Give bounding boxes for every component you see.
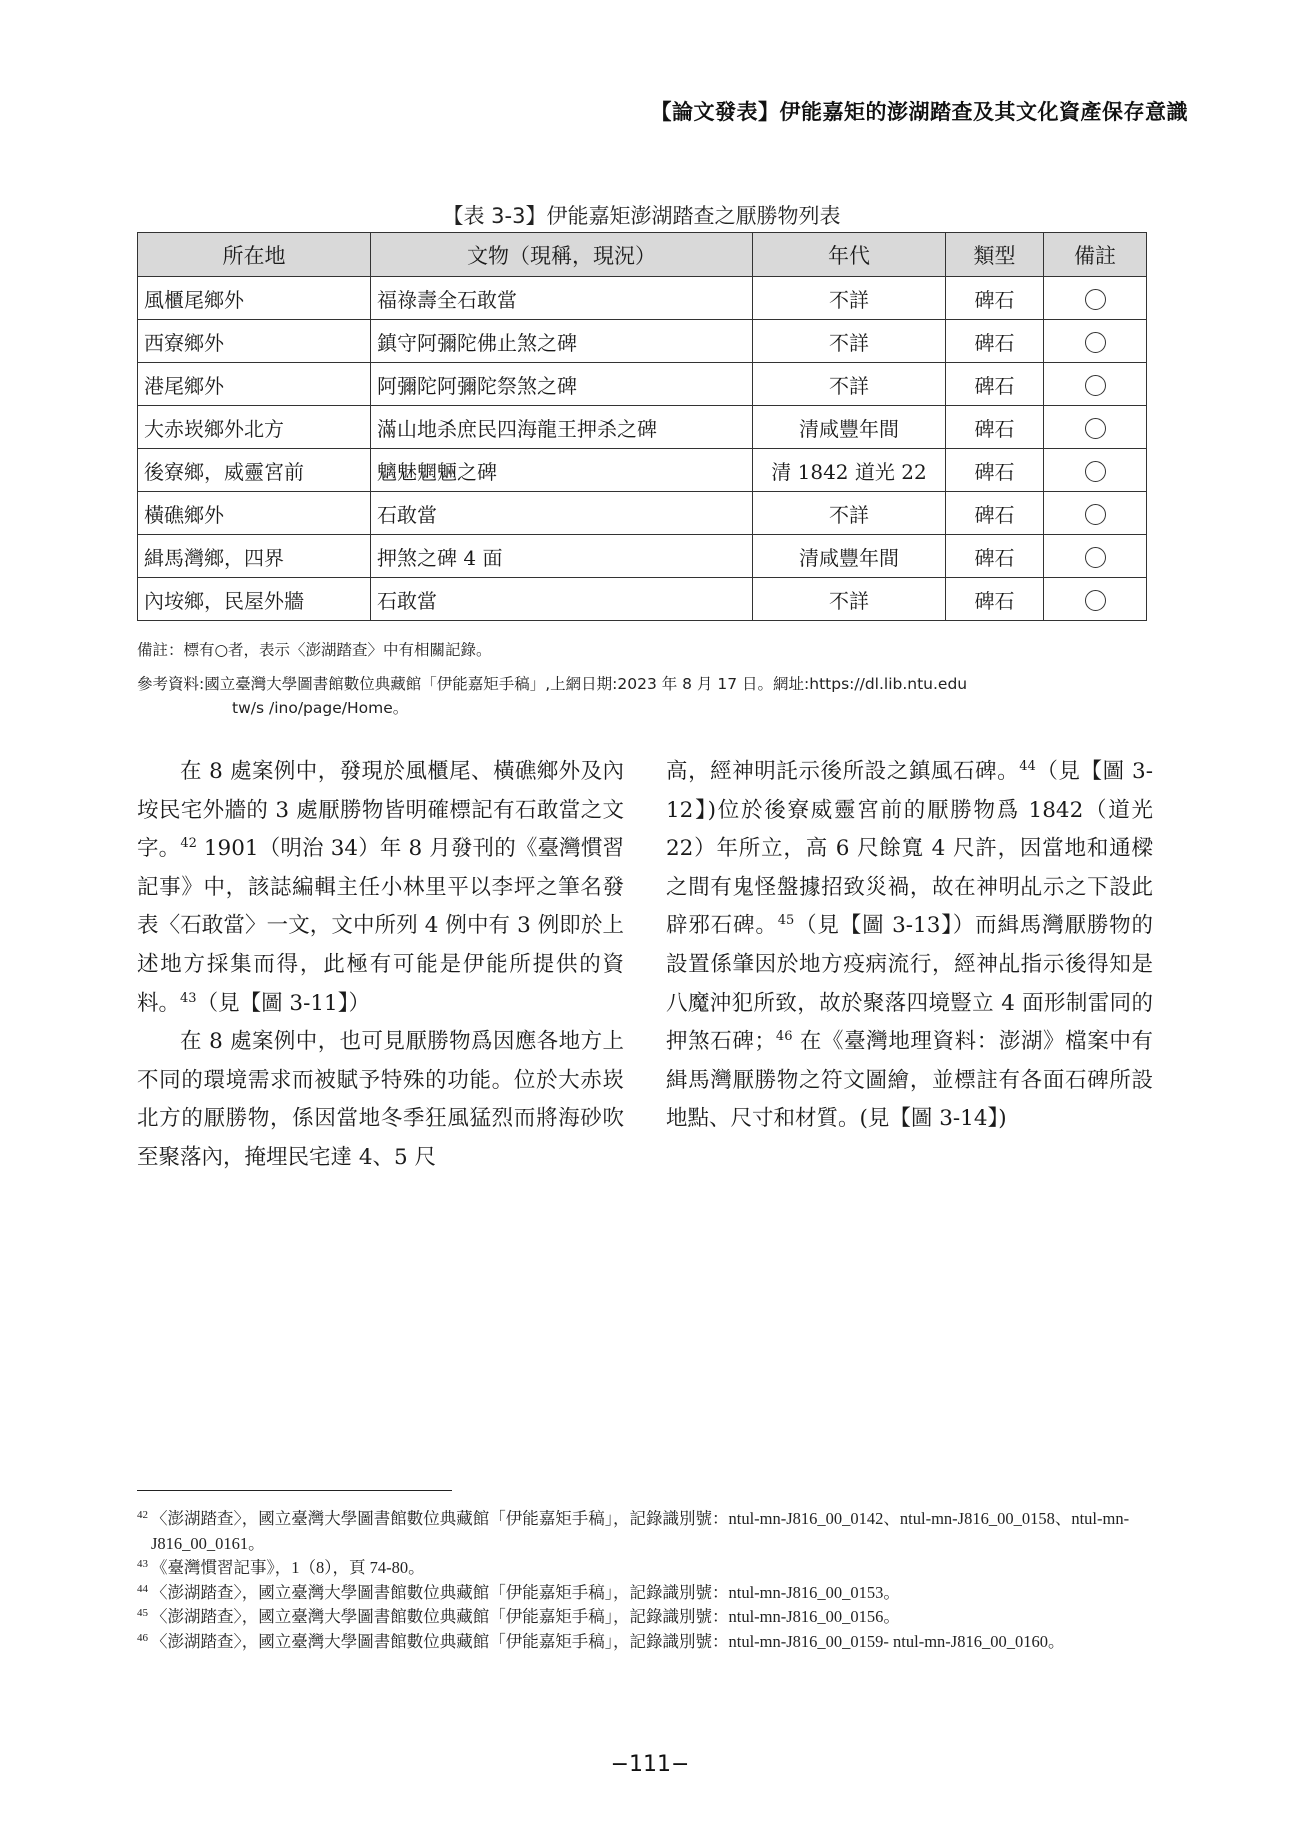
table-row: [138, 277, 1147, 320]
body-column-left: [137, 753, 624, 1178]
footnote-ref: 45: [777, 913, 795, 929]
circle-mark-icon: [1085, 418, 1106, 439]
page-number: −111−: [610, 1752, 690, 1777]
table-note: 備註：標有○者，表示〈澎湖踏查〉中有相關記錄。: [137, 641, 492, 659]
cell-type: 碑石: [946, 320, 1044, 363]
cell-remarks: [1044, 363, 1147, 406]
header-remarks: 備註: [1044, 233, 1147, 277]
cell-remarks: [1044, 578, 1147, 621]
cell-type: 碑石: [946, 406, 1044, 449]
cell-artifact: 魑魅魍魎之碑: [371, 449, 753, 492]
footnote-text: 〈澎湖踏查〉，國立臺灣大學圖書館數位典藏館「伊能嘉矩手稿」，記錄識別號：ntul-mn-J816_00_0153。: [151, 1582, 900, 1602]
cell-era: 不詳: [753, 578, 946, 621]
cell-remarks: [1044, 406, 1147, 449]
footnote-number: 46: [137, 1631, 148, 1644]
paragraph-text: 在 8 處案例中，也可見厭勝物爲因應各地方上不同的環境需求而被賦予特殊的功能。位於大赤崁北方的厭勝物，係因當地冬季狂風猛烈而將海砂吹至聚落內，掩埋民宅達 4、5 尺: [137, 1029, 624, 1170]
table-source-line1: 參考資料:國立臺灣大學圖書館數位典藏館「伊能嘉矩手稿」,上網日期:2023 年 8 月 17 日。網址:https://dl.lib.ntu.edu: [137, 675, 968, 693]
footnote-text: 《臺灣慣習記事》，1（8），頁 74-80。: [151, 1558, 425, 1577]
cell-location: 大赤崁鄉外北方: [138, 406, 371, 449]
footnote-ref: 44: [1019, 758, 1036, 774]
cell-artifact: 石敢當: [371, 578, 753, 621]
footnote: [137, 1605, 1157, 1630]
footnote-text: 〈澎湖踏查〉，國立臺灣大學圖書館數位典藏館「伊能嘉矩手稿」，記錄識別號：ntul-mn-J816_00_0142、ntul-mn-J816_00_0158、ntul-mn-J816_00_0161。: [151, 1509, 1130, 1553]
footnote-number: 44: [137, 1582, 148, 1595]
cell-type: 碑石: [946, 535, 1044, 578]
footnote: [137, 1556, 1157, 1581]
cell-artifact: 滿山地杀庶民四海龍王押杀之碑: [371, 406, 753, 449]
circle-mark-icon: [1085, 504, 1106, 525]
cell-location: 後寮鄉，威靈宮前: [138, 449, 371, 492]
footnote-number: 42: [137, 1509, 148, 1521]
cell-artifact: 押煞之碑 4 面: [371, 535, 753, 578]
table-row: [138, 449, 1147, 492]
cell-artifact: 石敢當: [371, 492, 753, 535]
cell-era: 不詳: [753, 363, 946, 406]
circle-mark-icon: [1085, 289, 1106, 310]
paragraph: [666, 753, 1153, 1139]
running-head: 【論文發表】伊能嘉矩的澎湖踏查及其文化資產保存意識: [650, 100, 1188, 124]
footnote: [137, 1507, 1157, 1556]
cell-era: 清咸豐年間: [753, 535, 946, 578]
header-type: 類型: [946, 233, 1044, 277]
cell-location: 西寮鄉外: [138, 320, 371, 363]
body-column-right: [666, 753, 1153, 1139]
footnote: [137, 1630, 1157, 1655]
header-location: 所在地: [138, 233, 371, 277]
cell-location: 內垵鄉，民屋外牆: [138, 578, 371, 621]
footnote-divider: [137, 1490, 452, 1491]
table-caption: 【表 3-3】伊能嘉矩澎湖踏查之厭勝物列表: [442, 204, 841, 228]
cell-era: 不詳: [753, 492, 946, 535]
paragraph: [137, 1023, 624, 1177]
cell-era: 不詳: [753, 277, 946, 320]
table-row: [138, 320, 1147, 363]
paragraph-text: （見【圖 3-13】）而緝馬灣厭勝物的設置係肇因於地方疫病流行，經神乩指示後得知是八魔沖犯所致，故於聚落四境豎立 4 面形制雷同的押煞石碑；: [666, 913, 1153, 1055]
table-row: [138, 492, 1147, 535]
cell-type: 碑石: [946, 363, 1044, 406]
table-row: [138, 535, 1147, 578]
footnote-ref: 46: [775, 1029, 793, 1044]
circle-mark-icon: [1085, 547, 1106, 568]
footnote-ref: 43: [180, 990, 197, 1006]
cell-artifact: 阿彌陀阿彌陀祭煞之碑: [371, 363, 753, 406]
cell-type: 碑石: [946, 277, 1044, 320]
cell-artifact: 福祿壽全石敢當: [371, 277, 753, 320]
footnote-text: 〈澎湖踏查〉，國立臺灣大學圖書館數位典藏館「伊能嘉矩手稿」，記錄識別號：ntul-mn-J816_00_0159- ntul-mn-J816_00_0160。: [151, 1631, 1065, 1651]
footnote-ref: 42: [180, 836, 197, 852]
cell-location: 橫礁鄉外: [138, 492, 371, 535]
circle-mark-icon: [1085, 461, 1106, 482]
cell-remarks: [1044, 449, 1147, 492]
table-row: [138, 363, 1147, 406]
paragraph-text: 在 8 處案例中，發現於風櫃尾、橫礁鄉外及內垵民宅外牆的 3 處厭勝物皆明確標記有石敢當之文字。: [137, 759, 624, 862]
table-row: [138, 406, 1147, 449]
cell-type: 碑石: [946, 449, 1044, 492]
table-source-line2: tw/s /ino/page/Home。: [232, 699, 409, 717]
circle-mark-icon: [1085, 375, 1106, 396]
header-artifact: 文物（現稱，現況）: [371, 233, 753, 277]
table-header-row: [138, 233, 1147, 277]
cell-era: 清 1842 道光 22: [753, 449, 946, 492]
cell-era: 不詳: [753, 320, 946, 363]
paragraph-text: 在《臺灣地理資料：澎湖》檔案中有緝馬灣厭勝物之符文圖繪，並標註有各面石碑所設地點、尺寸和材質。(見【圖 3-14】): [666, 1029, 1153, 1132]
paragraph: [137, 753, 624, 1023]
paragraph-text: （見【圖 3-11】）: [196, 990, 370, 1016]
cell-remarks: [1044, 320, 1147, 363]
footnote-text: 〈澎湖踏查〉，國立臺灣大學圖書館數位典藏館「伊能嘉矩手稿」，記錄識別號：ntul-mn-J816_00_0156。: [151, 1607, 900, 1626]
footnote: [137, 1581, 1157, 1606]
cell-location: 港尾鄉外: [138, 363, 371, 406]
paragraph-text: 1901（明治 34）年 8 月發刊的《臺灣慣習記事》中，該誌編輯主任小林里平以李坪之筆名發表〈石敢當〉一文，文中所列 4 例中有 3 例即於上述地方採集而得，此極有可能是伊能所提供的資料。: [137, 836, 624, 1016]
footnotes: [137, 1507, 1157, 1654]
footnote-number: 43: [137, 1558, 148, 1570]
cell-era: 清咸豐年間: [753, 406, 946, 449]
footnote-number: 45: [137, 1607, 148, 1619]
circle-mark-icon: [1085, 332, 1106, 353]
paragraph-text: 高，經神明託示後所設之鎮風石碑。: [666, 759, 1020, 784]
cell-location: 緝馬灣鄉，四界: [138, 535, 371, 578]
cell-location: 風櫃尾鄉外: [138, 277, 371, 320]
relics-table: [137, 232, 1147, 621]
cell-remarks: [1044, 535, 1147, 578]
cell-remarks: [1044, 277, 1147, 320]
cell-type: 碑石: [946, 578, 1044, 621]
cell-artifact: 鎮守阿彌陀佛止煞之碑: [371, 320, 753, 363]
cell-type: 碑石: [946, 492, 1044, 535]
paragraph-text: （見【圖 3-12】)位於後寮威靈宮前的厭勝物爲 1842（道光 22）年所立，高 6 尺餘寬 4 尺許，因當地和通樑之間有鬼怪盤據招致災禍，故在神明乩示之下設此辟邪石碑。: [666, 759, 1153, 939]
header-era: 年代: [753, 233, 946, 277]
table-row: [138, 578, 1147, 621]
table-source: [137, 672, 1157, 720]
cell-remarks: [1044, 492, 1147, 535]
circle-mark-icon: [1085, 590, 1106, 611]
